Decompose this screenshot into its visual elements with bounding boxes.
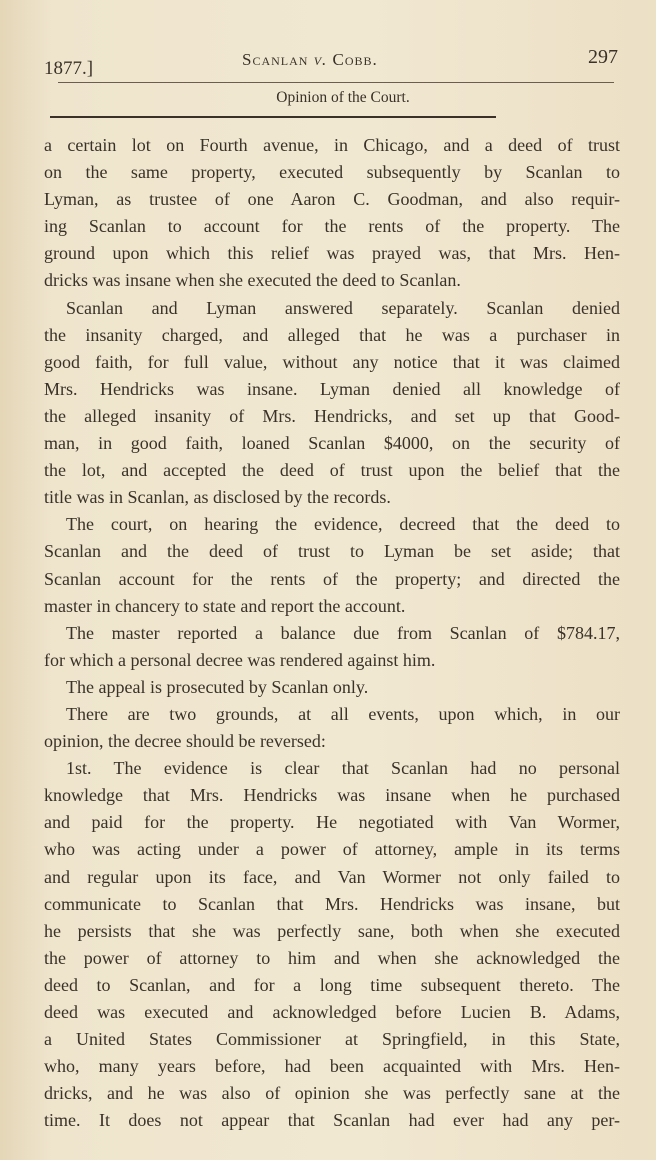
text-line: The appeal is prosecuted by Scanlan only.: [66, 676, 369, 697]
page-number: 297: [588, 46, 618, 68]
text-line: title was in Scanlan, as disclosed by the records.: [44, 487, 391, 508]
case-title-right: Cobb.: [332, 50, 378, 69]
text-line: dricks was insane when she executed the deed to Scanlan.: [44, 270, 461, 291]
text-line: dricks, and he was also of opinion she was perfectly sane at the: [44, 1083, 620, 1104]
text-line: the lot, and accepted the deed of trust upon the belief that the: [44, 460, 620, 481]
text-line: the insanity charged, and alleged that he was a purchaser in: [44, 324, 620, 345]
text-line: who, many years before, had been acquainted with Mrs. Hen-: [44, 1056, 620, 1077]
section-heading: Opinion of the Court.: [276, 89, 410, 106]
text-line: on the same property, executed subsequently by Scanlan to: [44, 162, 620, 183]
text-line: for which a personal decree was rendered against him.: [44, 649, 436, 670]
text-line: knowledge that Mrs. Hendricks was insane when he purchased: [44, 785, 620, 806]
text-line: a certain lot on Fourth avenue, in Chicago, and a deed of trust: [44, 135, 620, 155]
case-title-versus: v.: [313, 50, 328, 69]
text-line: deed to Scanlan, and for a long time subsequent thereto. The: [44, 974, 620, 995]
text-line: the alleged insanity of Mrs. Hendricks, and set up that Good-: [44, 405, 620, 426]
text-line: Scanlan account for the rents of the property; and directed the: [44, 568, 620, 589]
text-line: good faith, for full value, without any notice that it was claimed: [44, 351, 620, 372]
text-line: The master reported a balance due from Scanlan of $784.17,: [66, 622, 620, 643]
text-line: deed was executed and acknowledged before Lucien B. Adams,: [44, 1002, 620, 1022]
text-line: opinion, the decree should be reversed:: [44, 731, 326, 752]
text-line: time. It does not appear that Scanlan had ever had any per-: [44, 1110, 620, 1131]
text-line: Mrs. Hendricks was insane. Lyman denied all knowledge of: [44, 378, 620, 399]
text-line: master in chancery to state and report the account.: [44, 595, 406, 616]
header-year: 1877.]: [44, 58, 94, 79]
text-line: Lyman, as trustee of one Aaron C. Goodman, and also requir-: [44, 189, 620, 210]
text-line: Scanlan and the deed of trust to Lyman be set aside; that: [44, 541, 620, 562]
header-rule: [58, 82, 614, 83]
text-line: ground upon which this relief was prayed was, that Mrs. Hen-: [44, 243, 620, 264]
text-line: the power of attorney to him and when she acknowledged the: [44, 947, 620, 968]
text-line: and regular upon its face, and Van Wormer not only failed to: [44, 866, 620, 887]
text-line: communicate to Scanlan that Mrs. Hendricks was insane, but: [44, 893, 620, 914]
text-line: who was acting under a power of attorney, ample in its terms: [44, 839, 620, 860]
text-line: There are two grounds, at all events, upon which, in our: [66, 703, 620, 724]
case-title: [242, 50, 378, 70]
text-line: Scanlan and Lyman answered separately. Scanlan denied: [66, 297, 620, 318]
text-line: man, in good faith, loaned Scanlan $4000, on the security of: [44, 433, 620, 454]
running-header: [44, 44, 618, 78]
text-line: he persists that she was perfectly sane, both when she executed: [44, 920, 620, 941]
text-line: and paid for the property. He negotiated with Van Wormer,: [44, 812, 620, 833]
heading-rule: [50, 116, 496, 118]
opinion-body: [44, 132, 620, 1134]
text-line: The court, on hearing the evidence, decreed that the deed to: [66, 514, 620, 535]
case-title-left: Scanlan: [242, 50, 309, 69]
text-line: 1st. The evidence is clear that Scanlan had no personal: [66, 758, 620, 779]
text-line: a United States Commissioner at Springfield, in this State,: [44, 1029, 620, 1050]
text-line: ing Scanlan to account for the rents of the property. The: [44, 216, 620, 237]
